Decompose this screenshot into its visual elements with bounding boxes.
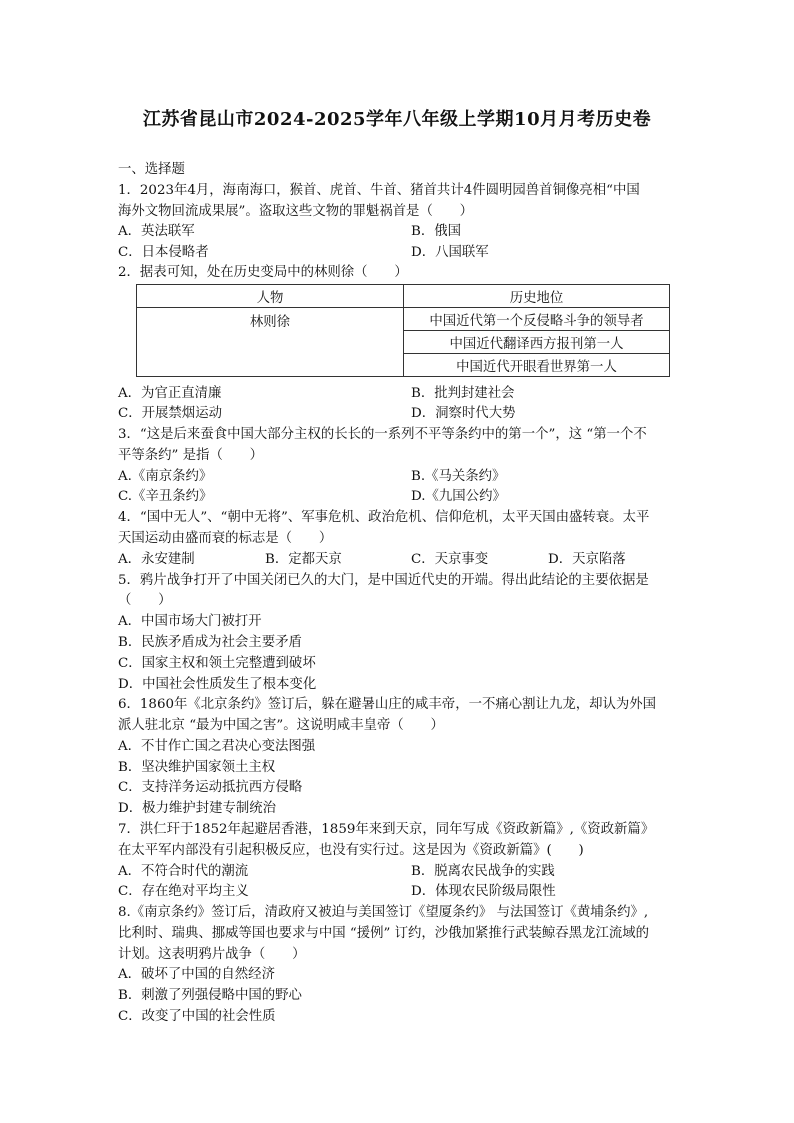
q8-option-b: B．刺激了列强侵略中国的野心 bbox=[118, 988, 302, 1003]
exam-title: 江苏省昆山市2024-2025学年八年级上学期10月月考历史卷 bbox=[142, 109, 652, 130]
question-6-text: 6．1860年《北京条约》签订后，躲在避暑山庄的咸丰帝，一不痛心割让九龙，却认为外国 bbox=[118, 697, 657, 712]
q6-option-b: B．坚决维护国家领土主权 bbox=[118, 760, 276, 775]
q7-option-b: B．脱离农民战争的实践 bbox=[411, 864, 555, 879]
q2-option-a: A．为官正直清廉 bbox=[118, 386, 222, 401]
q8-option-c: C．改变了中国的社会性质 bbox=[118, 1009, 276, 1024]
history-table bbox=[136, 284, 670, 377]
question-7-text-cont: 在太平军内部没有引起积极反应，也没有实行过。这是因为《资政新篇》( ) bbox=[118, 843, 584, 858]
question-3-text-cont: 平等条约” 是指（ ） bbox=[118, 448, 264, 463]
q5-option-c: C．国家主权和领土完整遭到破坏 bbox=[118, 656, 316, 671]
question-8-text: 8.《南京条约》签订后，清政府又被迫与美国签订《望厦条约》 与法国签订《黄埔条约》, bbox=[118, 905, 649, 920]
q3-option-a: A.《南京条约》 bbox=[118, 469, 213, 484]
table-header-status: 历史地位 bbox=[404, 285, 670, 308]
table-cell-person: 林则徐 bbox=[137, 308, 404, 377]
question-1-text: 1．2023年4月，海南海口，猴首、虎首、牛首、猪首共计4件圆明园兽首铜像亮相“中国 bbox=[118, 183, 640, 198]
question-8-text-cont-2: 计划。这表明鸦片战争（ ） bbox=[118, 947, 306, 962]
q3-option-b: B.《马关条约》 bbox=[411, 469, 506, 484]
question-8-text-cont: 比利时、瑞典、挪威等国也要求与中国 “援例” 订约，沙俄加紧推行武装鲸吞黑龙江流域的 bbox=[118, 926, 650, 941]
question-6-text-cont: 派人驻北京 “最为中国之害”。这说明咸丰皇帝（ ） bbox=[118, 718, 444, 733]
q8-option-a: A．破坏了中国的自然经济 bbox=[118, 967, 275, 982]
section-heading: 一、选择题 bbox=[118, 162, 185, 177]
question-4-text: 4．“国中无人”、“朝中无将”、军事危机、政治危机、信仰危机，太平天国由盛转衰。太平 bbox=[118, 510, 650, 525]
q6-option-d: D．极力维护封建专制统治 bbox=[118, 801, 277, 816]
q3-option-c: C.《辛丑条约》 bbox=[118, 489, 213, 504]
q5-option-b: B．民族矛盾成为社会主要矛盾 bbox=[118, 635, 302, 650]
q7-option-d: D．体现农民阶级局限性 bbox=[411, 884, 556, 899]
q4-option-d: D．天京陷落 bbox=[548, 552, 626, 567]
question-4-text-cont: 天国运动由盛而衰的标志是（ ） bbox=[118, 531, 333, 546]
question-2-text: 2．据表可知，处在历史变局中的林则徐（ ） bbox=[118, 265, 408, 280]
table-header-person: 人物 bbox=[137, 285, 404, 308]
table-cell-status-3: 中国近代开眼看世界第一人 bbox=[404, 354, 670, 377]
question-1-text-cont: 海外文物回流成果展”。盗取这些文物的罪魁祸首是（ ） bbox=[118, 204, 473, 219]
q7-option-a: A．不符合时代的潮流 bbox=[118, 864, 249, 879]
q1-option-d: D．八国联军 bbox=[411, 245, 489, 260]
question-7-text: 7．洪仁玕于1852年起避居香港，1859年来到天京，同年写成《资政新篇》,《资政新篇》 bbox=[118, 822, 655, 837]
q6-option-c: C．支持洋务运动抵抗西方侵略 bbox=[118, 780, 303, 795]
q4-option-b: B．定都天京 bbox=[265, 552, 342, 567]
q5-option-d: D．中国社会性质发生了根本变化 bbox=[118, 677, 317, 692]
q5-option-a: A．中国市场大门被打开 bbox=[118, 614, 262, 629]
q2-option-c: C．开展禁烟运动 bbox=[118, 406, 222, 421]
q7-option-c: C．存在绝对平均主义 bbox=[118, 884, 249, 899]
question-3-text: 3．“这是后来蚕食中国大部分主权的长长的一系列不平等条约中的第一个”，这 “第一个不 bbox=[118, 427, 647, 442]
q4-option-c: C．天京事变 bbox=[411, 552, 489, 567]
q3-option-d: D.《九国公约》 bbox=[411, 489, 506, 504]
table-cell-status-1: 中国近代第一个反侵略斗争的领导者 bbox=[404, 308, 670, 331]
q1-option-a: A．英法联军 bbox=[118, 224, 195, 239]
question-5-text: 5．鸦片战争打开了中国关闭已久的大门，是中国近代史的开端。得出此结论的主要依据是 bbox=[118, 573, 649, 588]
q2-option-d: D．洞察时代大势 bbox=[411, 406, 516, 421]
q1-option-b: B．俄国 bbox=[411, 224, 462, 239]
q4-option-a: A．永安建制 bbox=[118, 552, 195, 567]
q1-option-c: C．日本侵略者 bbox=[118, 245, 209, 260]
q6-option-a: A．不甘作亡国之君决心变法图强 bbox=[118, 739, 316, 754]
q2-option-b: B．批判封建社会 bbox=[411, 386, 515, 401]
question-5-text-cont: （ ） bbox=[118, 593, 172, 608]
table-cell-status-2: 中国近代翻译西方报刊第一人 bbox=[404, 331, 670, 354]
